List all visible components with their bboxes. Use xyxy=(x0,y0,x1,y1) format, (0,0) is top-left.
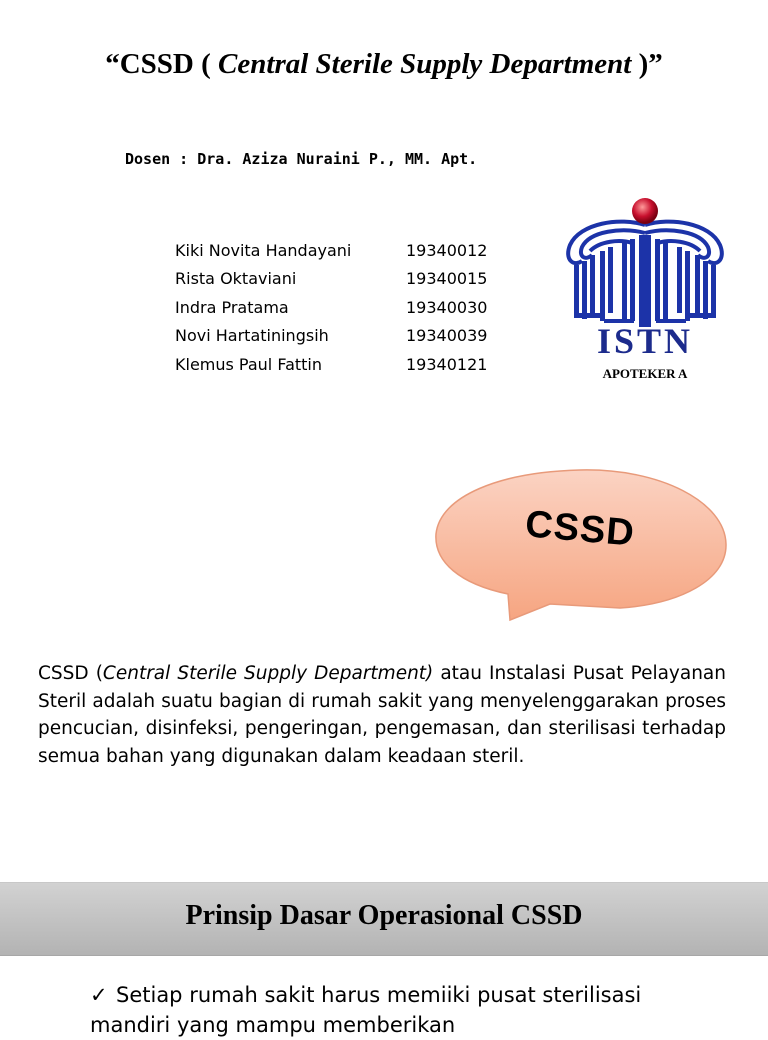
istn-logo xyxy=(560,195,730,385)
lecturer-line: Dosen : Dra. Aziza Nuraini P., MM. Apt. xyxy=(125,150,478,168)
member-name: Kiki Novita Handayani xyxy=(175,240,352,260)
callout-label: CSSD xyxy=(523,503,637,555)
member-list xyxy=(175,236,487,379)
member-id: 19340030 xyxy=(406,297,488,317)
member-id: 19340012 xyxy=(406,240,488,260)
page-title: “CSSD ( Central Sterile Supply Department )” xyxy=(105,48,663,80)
check-icon: ✓ xyxy=(90,983,108,1007)
member-id: 19340121 xyxy=(406,354,488,374)
definition-italic: Central Sterile Supply Department) xyxy=(102,663,434,684)
member-row xyxy=(175,265,487,294)
logo-text: ISTN xyxy=(596,321,694,361)
member-row xyxy=(175,350,487,379)
member-id: 19340039 xyxy=(406,326,488,346)
definition-paragraph: CSSD (Central Sterile Supply Department) atau Instalasi Pusat Pelayanan Steril adalah suatu bagian di rumah sakit yang menyelenggarakan proses pencucian, disinfeksi, pengeringan, pengemasan, dan sterilisasi terhadap semua bahan yang digunakan dalam keadaan steril. xyxy=(38,663,726,767)
member-name: Rista Oktaviani xyxy=(175,269,297,289)
member-name: Klemus Paul Fattin xyxy=(175,354,323,374)
member-row xyxy=(175,322,487,351)
member-name: Novi Hartatiningsih xyxy=(175,326,329,346)
member-id: 19340015 xyxy=(406,269,488,289)
member-name: Indra Pratama xyxy=(175,297,289,317)
logo-caption: APOTEKER A xyxy=(602,366,688,381)
member-row xyxy=(175,236,487,265)
section-title: Prinsip Dasar Operasional CSSD xyxy=(185,900,583,931)
member-row xyxy=(175,293,487,322)
list-item xyxy=(90,980,650,1040)
page-title-italic: Central Sterile Supply Department xyxy=(218,48,632,80)
bullet-text: Setiap rumah sakit harus memiiki pusat sterilisasi mandiri yang mampu memberikan xyxy=(90,983,642,1037)
